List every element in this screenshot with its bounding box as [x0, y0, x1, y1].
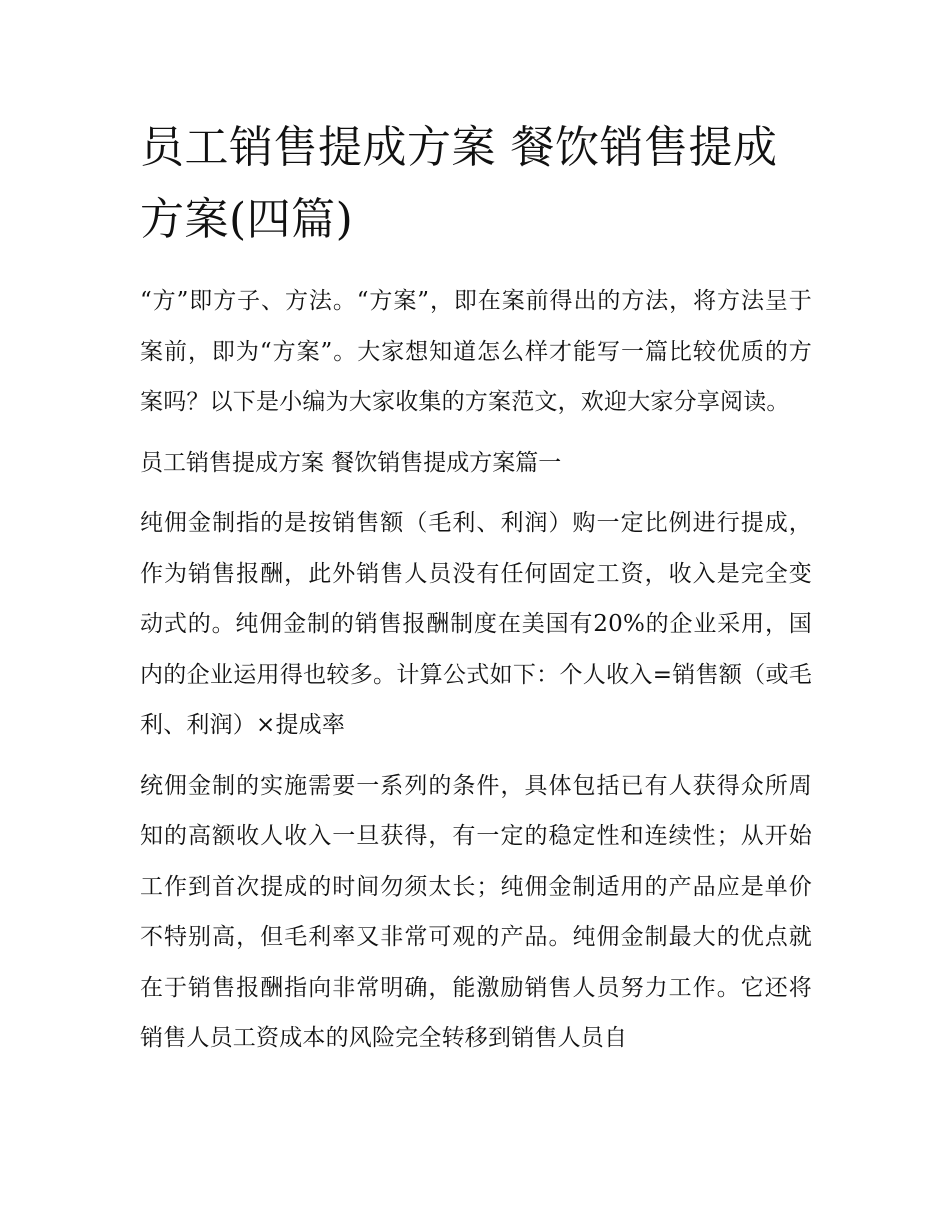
document-body: [140, 112, 812, 1064]
body-paragraph-2: 统佣金制的实施需要一系列的条件，具体包括已有人获得众所周知的高额收人收入一旦获得，有一定的稳定性和连续性；从开始工作到首次提成的时间勿须太长；纯佣金制适用的产品应是单价不特别高，但毛利率又非常可观的产品。纯佣金制最大的优点就在于销售报酬指向非常明确，能激励销售人员努力工作。它还将销售人员工资成本的风险完全转移到销售人员自: [140, 772, 812, 1051]
intro-paragraph: “方”即方子、方法。“方案”，即在案前得出的方法，将方法呈于案前，即为“方案”。大家想知道怎么样才能写一篇比较优质的方案吗？以下是小编为大家收集的方案范文，欢迎大家分享阅读。: [140, 288, 812, 415]
section-heading: 员工销售提成方案 餐饮销售提成方案篇一: [140, 449, 562, 476]
body-paragraph-1: 纯佣金制指的是按销售额（毛利、利润）购一定比例进行提成，作为销售报酬，此外销售人员没有任何固定工资，收入是完全变动式的。纯佣金制的销售报酬制度在美国有20%的企业采用，国内的企业运用得也较多。计算公式如下：个人收入=销售额（或毛利、利润）×提成率: [140, 510, 812, 738]
document-title: 员工销售提成方案 餐饮销售提成方案(四篇): [140, 122, 778, 245]
